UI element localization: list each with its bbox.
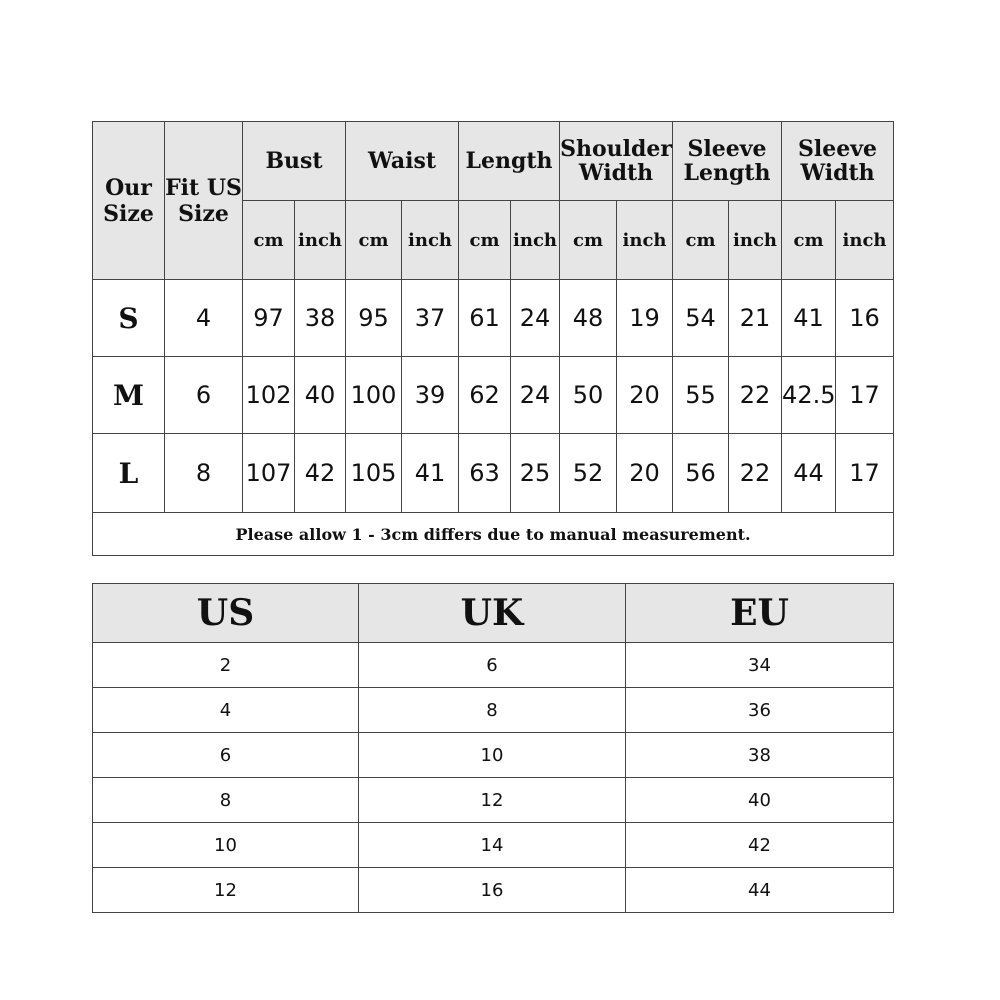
fit-us-cell: 8 bbox=[165, 434, 243, 513]
header-fit-us-size: Fit US Size bbox=[165, 122, 243, 280]
measurement-cell: 48 bbox=[560, 280, 617, 357]
measurement-cell: 107 bbox=[243, 434, 295, 513]
table-row bbox=[93, 868, 894, 913]
unit-inch: inch bbox=[617, 201, 673, 280]
measurement-cell: 102 bbox=[243, 357, 295, 434]
measurement-cell: 38 bbox=[295, 280, 346, 357]
unit-cm: cm bbox=[243, 201, 295, 280]
measurement-cell: 105 bbox=[346, 434, 402, 513]
measurement-cell: 41 bbox=[782, 280, 836, 357]
measurement-note: Please allow 1 - 3cm differs due to manual measurement. bbox=[93, 513, 894, 556]
us-size-cell: 4 bbox=[93, 688, 359, 733]
measurement-cell: 50 bbox=[560, 357, 617, 434]
our-size-cell: L bbox=[93, 434, 165, 513]
header-waist: Waist bbox=[346, 122, 459, 201]
unit-inch: inch bbox=[295, 201, 346, 280]
unit-cm: cm bbox=[346, 201, 402, 280]
table-row bbox=[93, 823, 894, 868]
measurement-cell: 62 bbox=[459, 357, 511, 434]
header-us: US bbox=[93, 584, 359, 643]
eu-size-cell: 40 bbox=[626, 778, 894, 823]
measurement-cell: 17 bbox=[836, 434, 894, 513]
measurement-cell: 19 bbox=[617, 280, 673, 357]
header-shoulder-width: Shoulder Width bbox=[560, 122, 673, 201]
header-bust: Bust bbox=[243, 122, 346, 201]
header-our-size: Our Size bbox=[93, 122, 165, 280]
eu-size-cell: 44 bbox=[626, 868, 894, 913]
uk-size-cell: 14 bbox=[359, 823, 626, 868]
fit-us-cell: 4 bbox=[165, 280, 243, 357]
unit-cm: cm bbox=[673, 201, 729, 280]
eu-size-cell: 36 bbox=[626, 688, 894, 733]
us-size-cell: 10 bbox=[93, 823, 359, 868]
measurement-cell: 20 bbox=[617, 357, 673, 434]
measurement-cell: 21 bbox=[729, 280, 782, 357]
unit-cm: cm bbox=[560, 201, 617, 280]
table-row bbox=[93, 688, 894, 733]
measurement-cell: 56 bbox=[673, 434, 729, 513]
us-size-cell: 8 bbox=[93, 778, 359, 823]
measurement-cell: 25 bbox=[511, 434, 560, 513]
table-row bbox=[93, 434, 894, 513]
unit-cm: cm bbox=[459, 201, 511, 280]
uk-size-cell: 12 bbox=[359, 778, 626, 823]
unit-inch: inch bbox=[402, 201, 459, 280]
measurement-cell: 42.5 bbox=[782, 357, 836, 434]
measurement-cell: 54 bbox=[673, 280, 729, 357]
table-row bbox=[93, 778, 894, 823]
measurement-cell: 17 bbox=[836, 357, 894, 434]
size-conversion-table bbox=[92, 583, 894, 913]
measurement-cell: 37 bbox=[402, 280, 459, 357]
header-sleeve-length: Sleeve Length bbox=[673, 122, 782, 201]
uk-size-cell: 6 bbox=[359, 643, 626, 688]
header-sleeve-width: Sleeve Width bbox=[782, 122, 894, 201]
measurement-cell: 20 bbox=[617, 434, 673, 513]
measurement-cell: 100 bbox=[346, 357, 402, 434]
unit-inch: inch bbox=[729, 201, 782, 280]
measurement-cell: 22 bbox=[729, 357, 782, 434]
measurement-cell: 55 bbox=[673, 357, 729, 434]
measurement-cell: 52 bbox=[560, 434, 617, 513]
fit-us-cell: 6 bbox=[165, 357, 243, 434]
measurement-cell: 44 bbox=[782, 434, 836, 513]
table-row bbox=[93, 280, 894, 357]
eu-size-cell: 34 bbox=[626, 643, 894, 688]
us-size-cell: 6 bbox=[93, 733, 359, 778]
measurement-cell: 63 bbox=[459, 434, 511, 513]
unit-inch: inch bbox=[511, 201, 560, 280]
table-row bbox=[93, 733, 894, 778]
uk-size-cell: 8 bbox=[359, 688, 626, 733]
measurement-cell: 24 bbox=[511, 280, 560, 357]
table-row bbox=[93, 643, 894, 688]
measurement-cell: 22 bbox=[729, 434, 782, 513]
eu-size-cell: 38 bbox=[626, 733, 894, 778]
measurement-cell: 39 bbox=[402, 357, 459, 434]
measurement-cell: 61 bbox=[459, 280, 511, 357]
measurement-cell: 41 bbox=[402, 434, 459, 513]
measurement-cell: 16 bbox=[836, 280, 894, 357]
eu-size-cell: 42 bbox=[626, 823, 894, 868]
header-eu: EU bbox=[626, 584, 894, 643]
us-size-cell: 12 bbox=[93, 868, 359, 913]
unit-inch: inch bbox=[836, 201, 894, 280]
uk-size-cell: 10 bbox=[359, 733, 626, 778]
our-size-cell: S bbox=[93, 280, 165, 357]
measurement-cell: 95 bbox=[346, 280, 402, 357]
us-size-cell: 2 bbox=[93, 643, 359, 688]
unit-cm: cm bbox=[782, 201, 836, 280]
header-uk: UK bbox=[359, 584, 626, 643]
uk-size-cell: 16 bbox=[359, 868, 626, 913]
measurement-cell: 24 bbox=[511, 357, 560, 434]
header-length: Length bbox=[459, 122, 560, 201]
measurement-cell: 40 bbox=[295, 357, 346, 434]
table-row bbox=[93, 357, 894, 434]
measurement-cell: 97 bbox=[243, 280, 295, 357]
measurement-cell: 42 bbox=[295, 434, 346, 513]
our-size-cell: M bbox=[93, 357, 165, 434]
measurement-table bbox=[92, 121, 894, 556]
